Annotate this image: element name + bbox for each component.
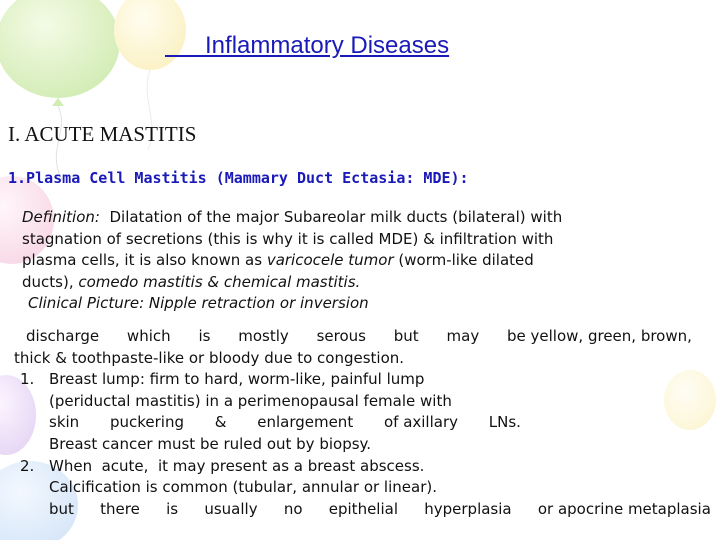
clinical-picture-text: Clinical Picture: Nipple retraction or inversion	[28, 294, 369, 313]
point-2-word: there	[100, 499, 140, 518]
clinical-picture	[28, 293, 369, 315]
discharge-word: but	[393, 327, 419, 345]
discharge-line-2: thick & toothpaste-like or bloody due to congestion.	[14, 348, 405, 367]
point-2-word: epithelial	[328, 499, 398, 518]
point-1-line-4: Breast cancer must be ruled out by biopsy.	[49, 435, 372, 453]
discharge-word: serous	[316, 327, 366, 345]
point-1-word: enlargement	[257, 413, 354, 432]
point-1-word: LNs.	[488, 413, 521, 432]
point-2-word: hyperplasia	[424, 499, 512, 518]
definition-line-3-text: plasma cells, it is also known as	[22, 251, 267, 270]
point-1-line-1: Breast lump: firm to hard, worm-like, painful lump	[49, 370, 425, 389]
subheading: 1.Plasma Cell Mastitis (Mammary Duct Ectasia: MDE):	[8, 169, 469, 187]
point-2-line-3	[49, 499, 711, 521]
definition-line-1	[22, 207, 562, 229]
discharge-word: is	[198, 327, 211, 345]
definition-line-4	[22, 272, 360, 294]
point-2-number: 2.	[20, 456, 35, 475]
point-1-word: skin	[49, 413, 80, 432]
definition-line-3	[22, 250, 534, 272]
point-1-number: 1.	[20, 370, 35, 389]
discharge-word: mostly	[238, 327, 289, 345]
discharge-word: which	[126, 327, 171, 345]
definition-line-4-text: ducts),	[22, 272, 79, 291]
point-1-word: &	[214, 413, 227, 432]
discharge-word: may	[446, 327, 480, 345]
point-2-word: no	[283, 499, 303, 518]
slide-title: Inflammatory Diseases	[165, 32, 450, 59]
definition-text: Dilatation of the major Subareolar milk ducts (bilateral) with	[109, 208, 563, 226]
point-2-word: usually	[204, 499, 258, 518]
discharge-word: discharge	[26, 327, 100, 345]
point-2-word: or apocrine metaplasia	[537, 499, 711, 518]
point-2-line-1: When acute, it may present as a breast abscess.	[49, 456, 425, 475]
point-1-word: of axillary	[383, 413, 459, 432]
point-1-word: puckering	[109, 413, 184, 432]
varicocele-term: varicocele tumor	[266, 251, 394, 270]
definition-line-2: stagnation of secretions (this is why it is called MDE) & infiltration with	[22, 229, 554, 248]
definition-line-3-tail: (worm-like dilated	[393, 251, 534, 270]
point-2-line-2: Calcification is common (tubular, annular or linear).	[49, 478, 437, 497]
point-1-line-3	[49, 412, 521, 434]
point-1-line-2: (periductal mastitis) in a perimenopausal female with	[49, 391, 452, 410]
point-2-word: but	[49, 499, 74, 518]
discharge-line-1	[26, 326, 692, 348]
point-2-word: is	[166, 499, 179, 518]
discharge-word: be yellow, green, brown,	[507, 327, 692, 345]
section-heading: I. ACUTE MASTITIS	[8, 122, 197, 146]
definition-label: Definition:	[22, 208, 100, 226]
mastitis-synonyms: comedo mastitis & chemical mastitis.	[78, 272, 361, 291]
